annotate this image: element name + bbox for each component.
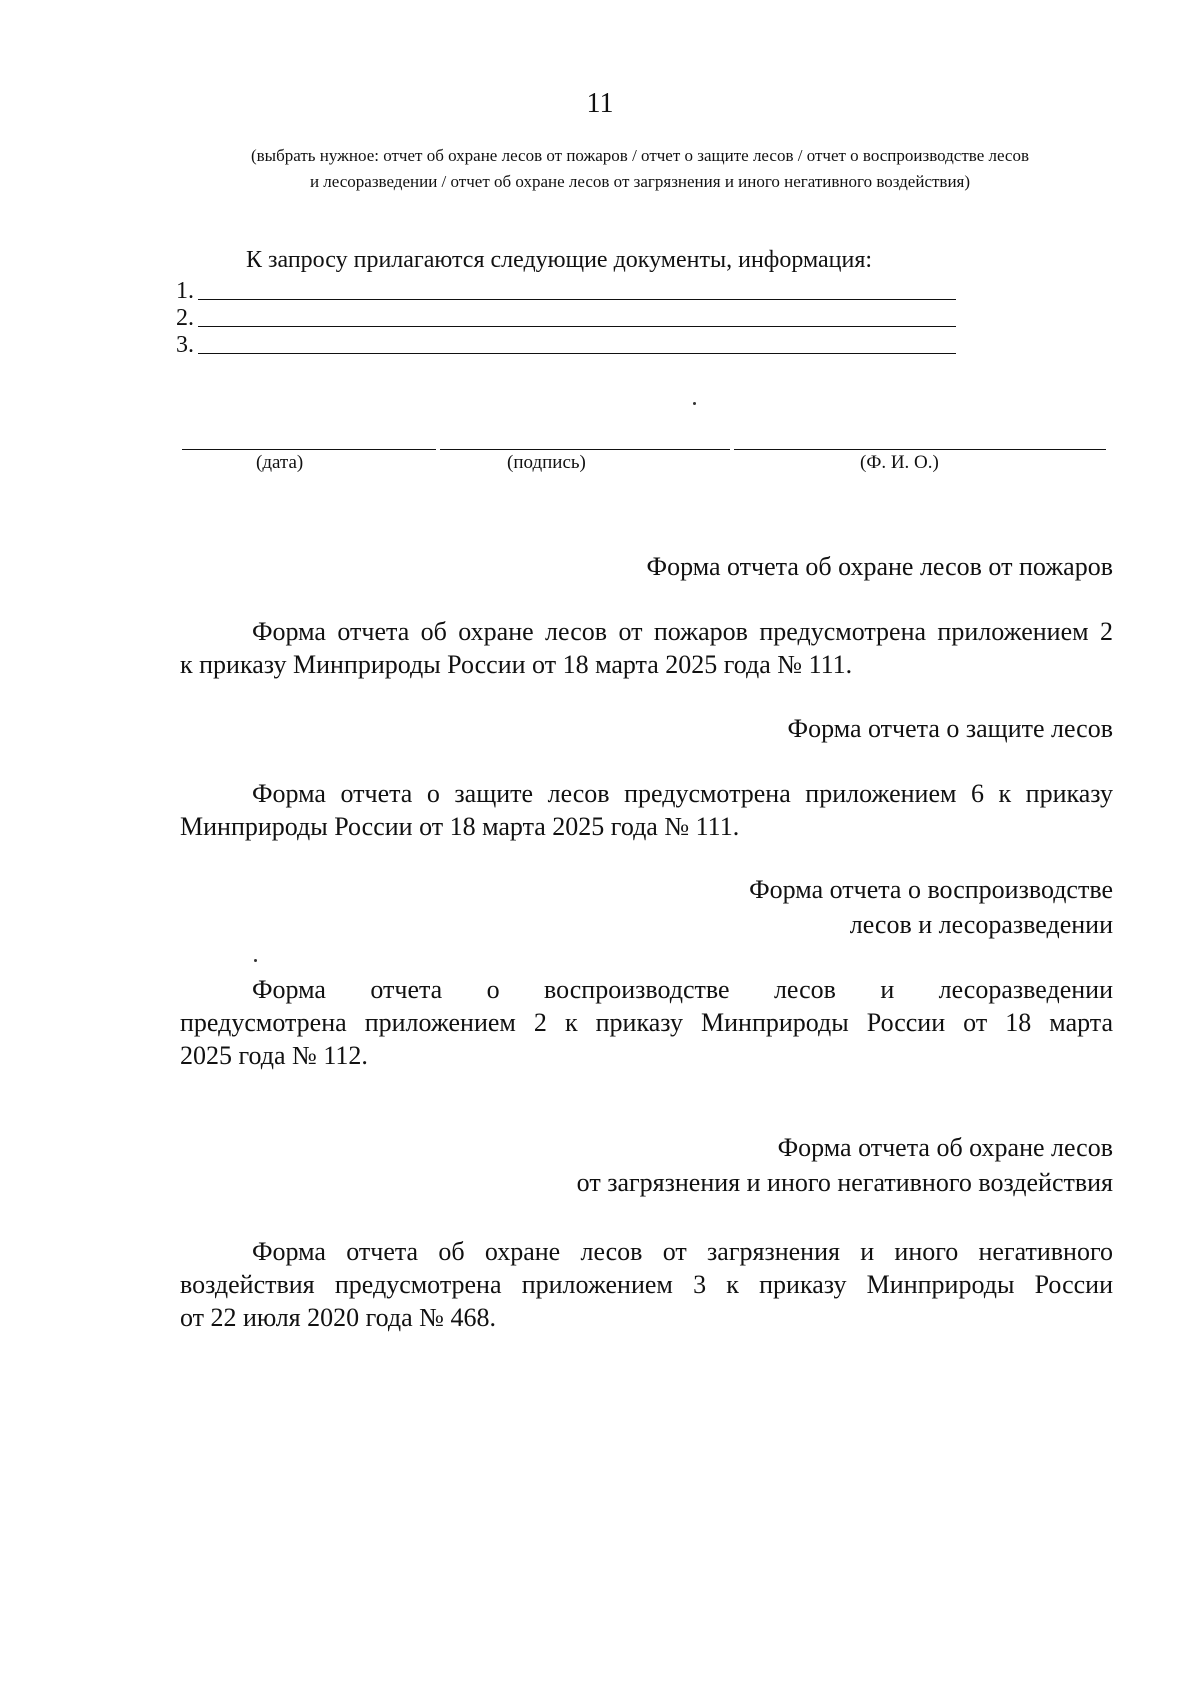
date-signature-line	[182, 449, 436, 450]
body-line: от 22 июля 2020 года № 468.	[180, 1303, 496, 1332]
section-heading-fire-protection: Форма отчета об охране лесов от пожаров	[646, 552, 1113, 581]
scan-speck	[693, 402, 696, 405]
section-heading-reproduction-line-2: лесов и лесоразведении	[849, 910, 1113, 939]
signature-caption: (подпись)	[507, 452, 586, 473]
attachment-line-1	[198, 299, 956, 300]
fio-signature-line	[734, 449, 1106, 450]
page-number: 11	[586, 88, 614, 119]
body-line: 2025 года № 112.	[180, 1041, 368, 1070]
body-line: Форма отчета об охране лесов от загрязнения и иного негативного	[252, 1237, 1113, 1266]
signature-line	[440, 449, 730, 450]
scan-speck	[254, 959, 257, 962]
body-line: Форма отчета об охране лесов от пожаров предусмотрена приложением 2	[252, 617, 1113, 646]
section-heading-forest-protection: Форма отчета о защите лесов	[787, 714, 1113, 743]
body-line: к приказу Минприроды России от 18 марта 2025 года № 111.	[180, 650, 853, 679]
body-line: Форма отчета о воспроизводстве лесов и лесоразведении	[252, 975, 1113, 1004]
attachment-line-3	[198, 353, 956, 354]
section-body-reproduction	[180, 973, 1113, 1072]
section-heading-pollution-line-1: Форма отчета об охране лесов	[777, 1133, 1113, 1162]
attachment-line-2	[198, 326, 956, 327]
selection-note-line-1: (выбрать нужное: отчет об охране лесов от пожаров / отчет о защите лесов / отчет о воспроизводстве лесов	[250, 146, 1030, 165]
body-line: воздействия предусмотрена приложением 3 к приказу Минприроды России	[180, 1270, 1113, 1299]
body-line: предусмотрена приложением 2 к приказу Минприроды России от 18 марта	[180, 1008, 1113, 1037]
section-body-fire-protection	[180, 615, 1113, 681]
attachment-number-3: 3.	[176, 332, 194, 358]
body-line: Минприроды России от 18 марта 2025 года № 111.	[180, 812, 740, 841]
attachments-intro: К запросу прилагаются следующие документы, информация:	[246, 247, 873, 273]
date-caption: (дата)	[256, 452, 304, 473]
attachment-number-2: 2.	[176, 305, 194, 331]
selection-note-line-2: и лесоразведении / отчет об охране лесов от загрязнения и иного негативного воздействия)	[309, 172, 971, 191]
body-line: Форма отчета о защите лесов предусмотрена приложением 6 к приказу	[252, 779, 1113, 808]
attachment-number-1: 1.	[176, 278, 194, 304]
section-body-pollution	[180, 1235, 1113, 1334]
fio-caption: (Ф. И. О.)	[860, 452, 939, 473]
section-body-forest-protection	[180, 777, 1113, 843]
section-heading-reproduction-line-1: Форма отчета о воспроизводстве	[749, 875, 1113, 904]
section-heading-pollution-line-2: от загрязнения и иного негативного воздействия	[576, 1168, 1113, 1197]
